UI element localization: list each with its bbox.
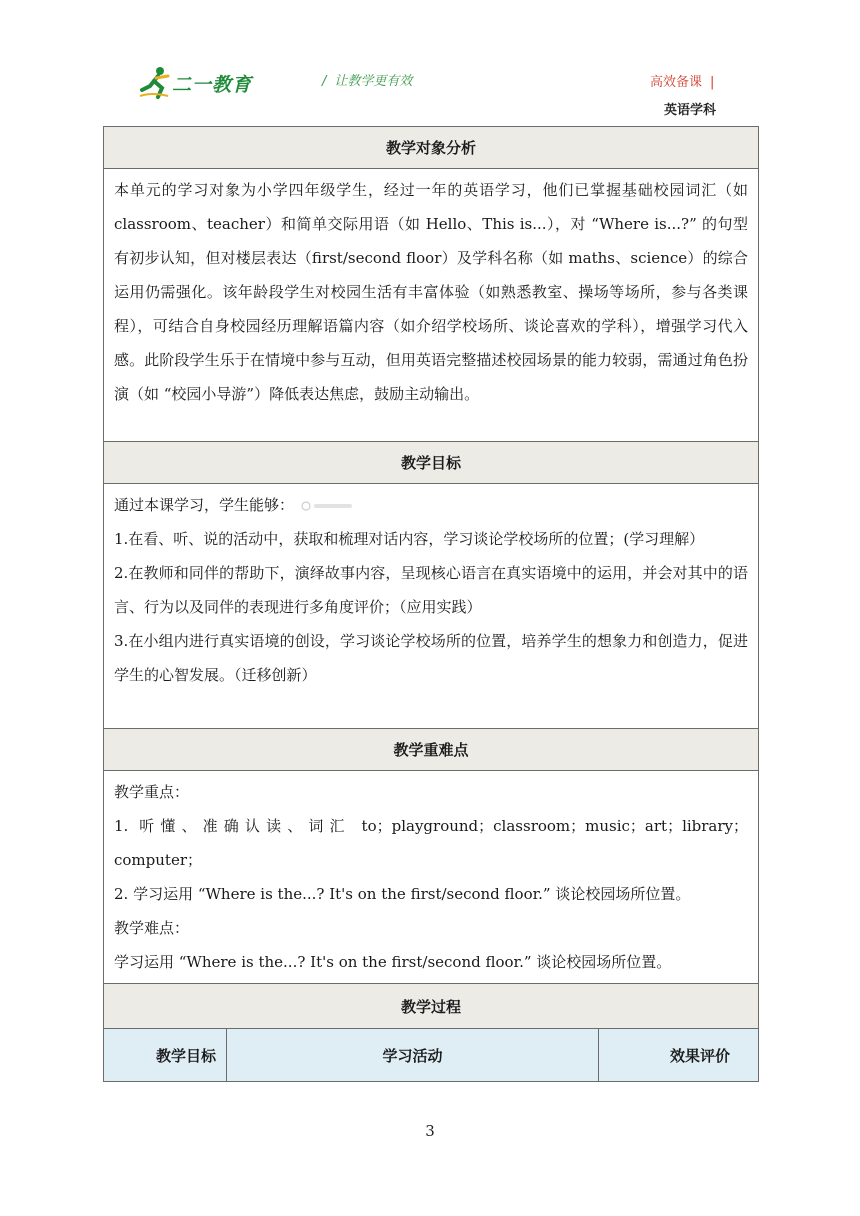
process-header-row	[104, 984, 759, 1029]
header-tag	[650, 71, 714, 90]
goal-item-3: 3.在小组内进行真实语境的创设，学习谈论学校场所的位置，培养学生的想象力和创造力，促进学生的心智发展。（迁移创新）	[114, 632, 749, 684]
slogan-text: 让教学更有效	[334, 74, 413, 89]
goals-header-row	[104, 442, 759, 484]
slogan	[322, 70, 412, 89]
analysis-text: 本单元的学习对象为小学四年级学生，经过一年的英语学习，他们已掌握基础校园词汇（如 classroom、teacher）和简单交际用语（如 Hello、This is...），对 “Where is...?” 的句型有初步认知，但对楼层表达（first/second floor）及学科名称（如 maths、science）的综合运用仍需强化。该年龄段学生对校园生活有丰富体验（如熟悉教室、操场等场所，参与各类课程），可结合自身校园经历理解语篇内容（如介绍学校场所、谈论喜欢的学科），增强学习代入感。此阶段学生乐于在情境中参与互动，但用英语完整描述校园场景的能力较弱，需通过角色扮演（如 “校园小导游”）降低表达焦虑，鼓励主动输出。	[114, 181, 749, 403]
goals-intro: 通过本课学习，学生能够：	[114, 496, 295, 514]
goals-intro-line	[114, 488, 748, 522]
header-tag-text: 高效备课	[650, 75, 703, 90]
goal-item-2: 2.在教师和同伴的帮助下，演绎故事内容，呈现核心语言在真实语境中的运用，并会对其中的语言、行为以及同伴的表现进行多角度评价；（应用实践）	[114, 564, 749, 616]
analysis-title: 教学对象分析	[104, 127, 759, 169]
goal-item-1: 1.在看、听、说的活动中，获取和梳理对话内容，学习谈论学校场所的位置；(学习理解）	[114, 530, 705, 548]
analysis-body-row	[104, 169, 759, 442]
difficulty-text: 学习运用 “Where is the...? It's on the first/second floor.” 谈论校园场所位置。	[114, 953, 672, 971]
keypoints-title: 教学重难点	[104, 729, 759, 771]
goals-body-row	[104, 484, 759, 729]
keypoints-header-row	[104, 729, 759, 771]
keypoints-body-row	[104, 771, 759, 984]
tag-divider: |	[710, 75, 715, 90]
goals-cell	[104, 484, 759, 729]
analysis-header-row	[104, 127, 759, 169]
column-goal: 教学目标	[104, 1029, 227, 1082]
page-number: 3	[425, 1122, 435, 1140]
column-evaluation: 效果评价	[599, 1029, 759, 1082]
logo-text: 二一教育	[172, 74, 253, 96]
difficulty-label: 教学难点：	[114, 919, 190, 937]
lesson-plan-table	[103, 126, 759, 1082]
logo	[138, 66, 258, 100]
subject-label: 英语学科	[664, 103, 717, 118]
focus-item-1: 1. 听懂、准确认读、词汇 to；playground；classroom；music；art；library；computer；	[114, 817, 749, 869]
focus-item-2: 2. 学习运用 “Where is the...? It's on the first/second floor.” 谈论校园场所位置。	[114, 885, 691, 903]
process-columns-row	[104, 1029, 759, 1082]
watermark-icon	[300, 500, 356, 512]
slogan-divider: /	[322, 74, 327, 89]
analysis-cell	[104, 169, 759, 442]
process-title: 教学过程	[104, 984, 759, 1029]
page-header	[0, 0, 860, 125]
keypoints-cell	[104, 771, 759, 984]
column-activity: 学习活动	[227, 1029, 599, 1082]
focus-label: 教学重点：	[114, 783, 190, 801]
goals-title: 教学目标	[104, 442, 759, 484]
runner-logo-icon	[138, 66, 174, 100]
